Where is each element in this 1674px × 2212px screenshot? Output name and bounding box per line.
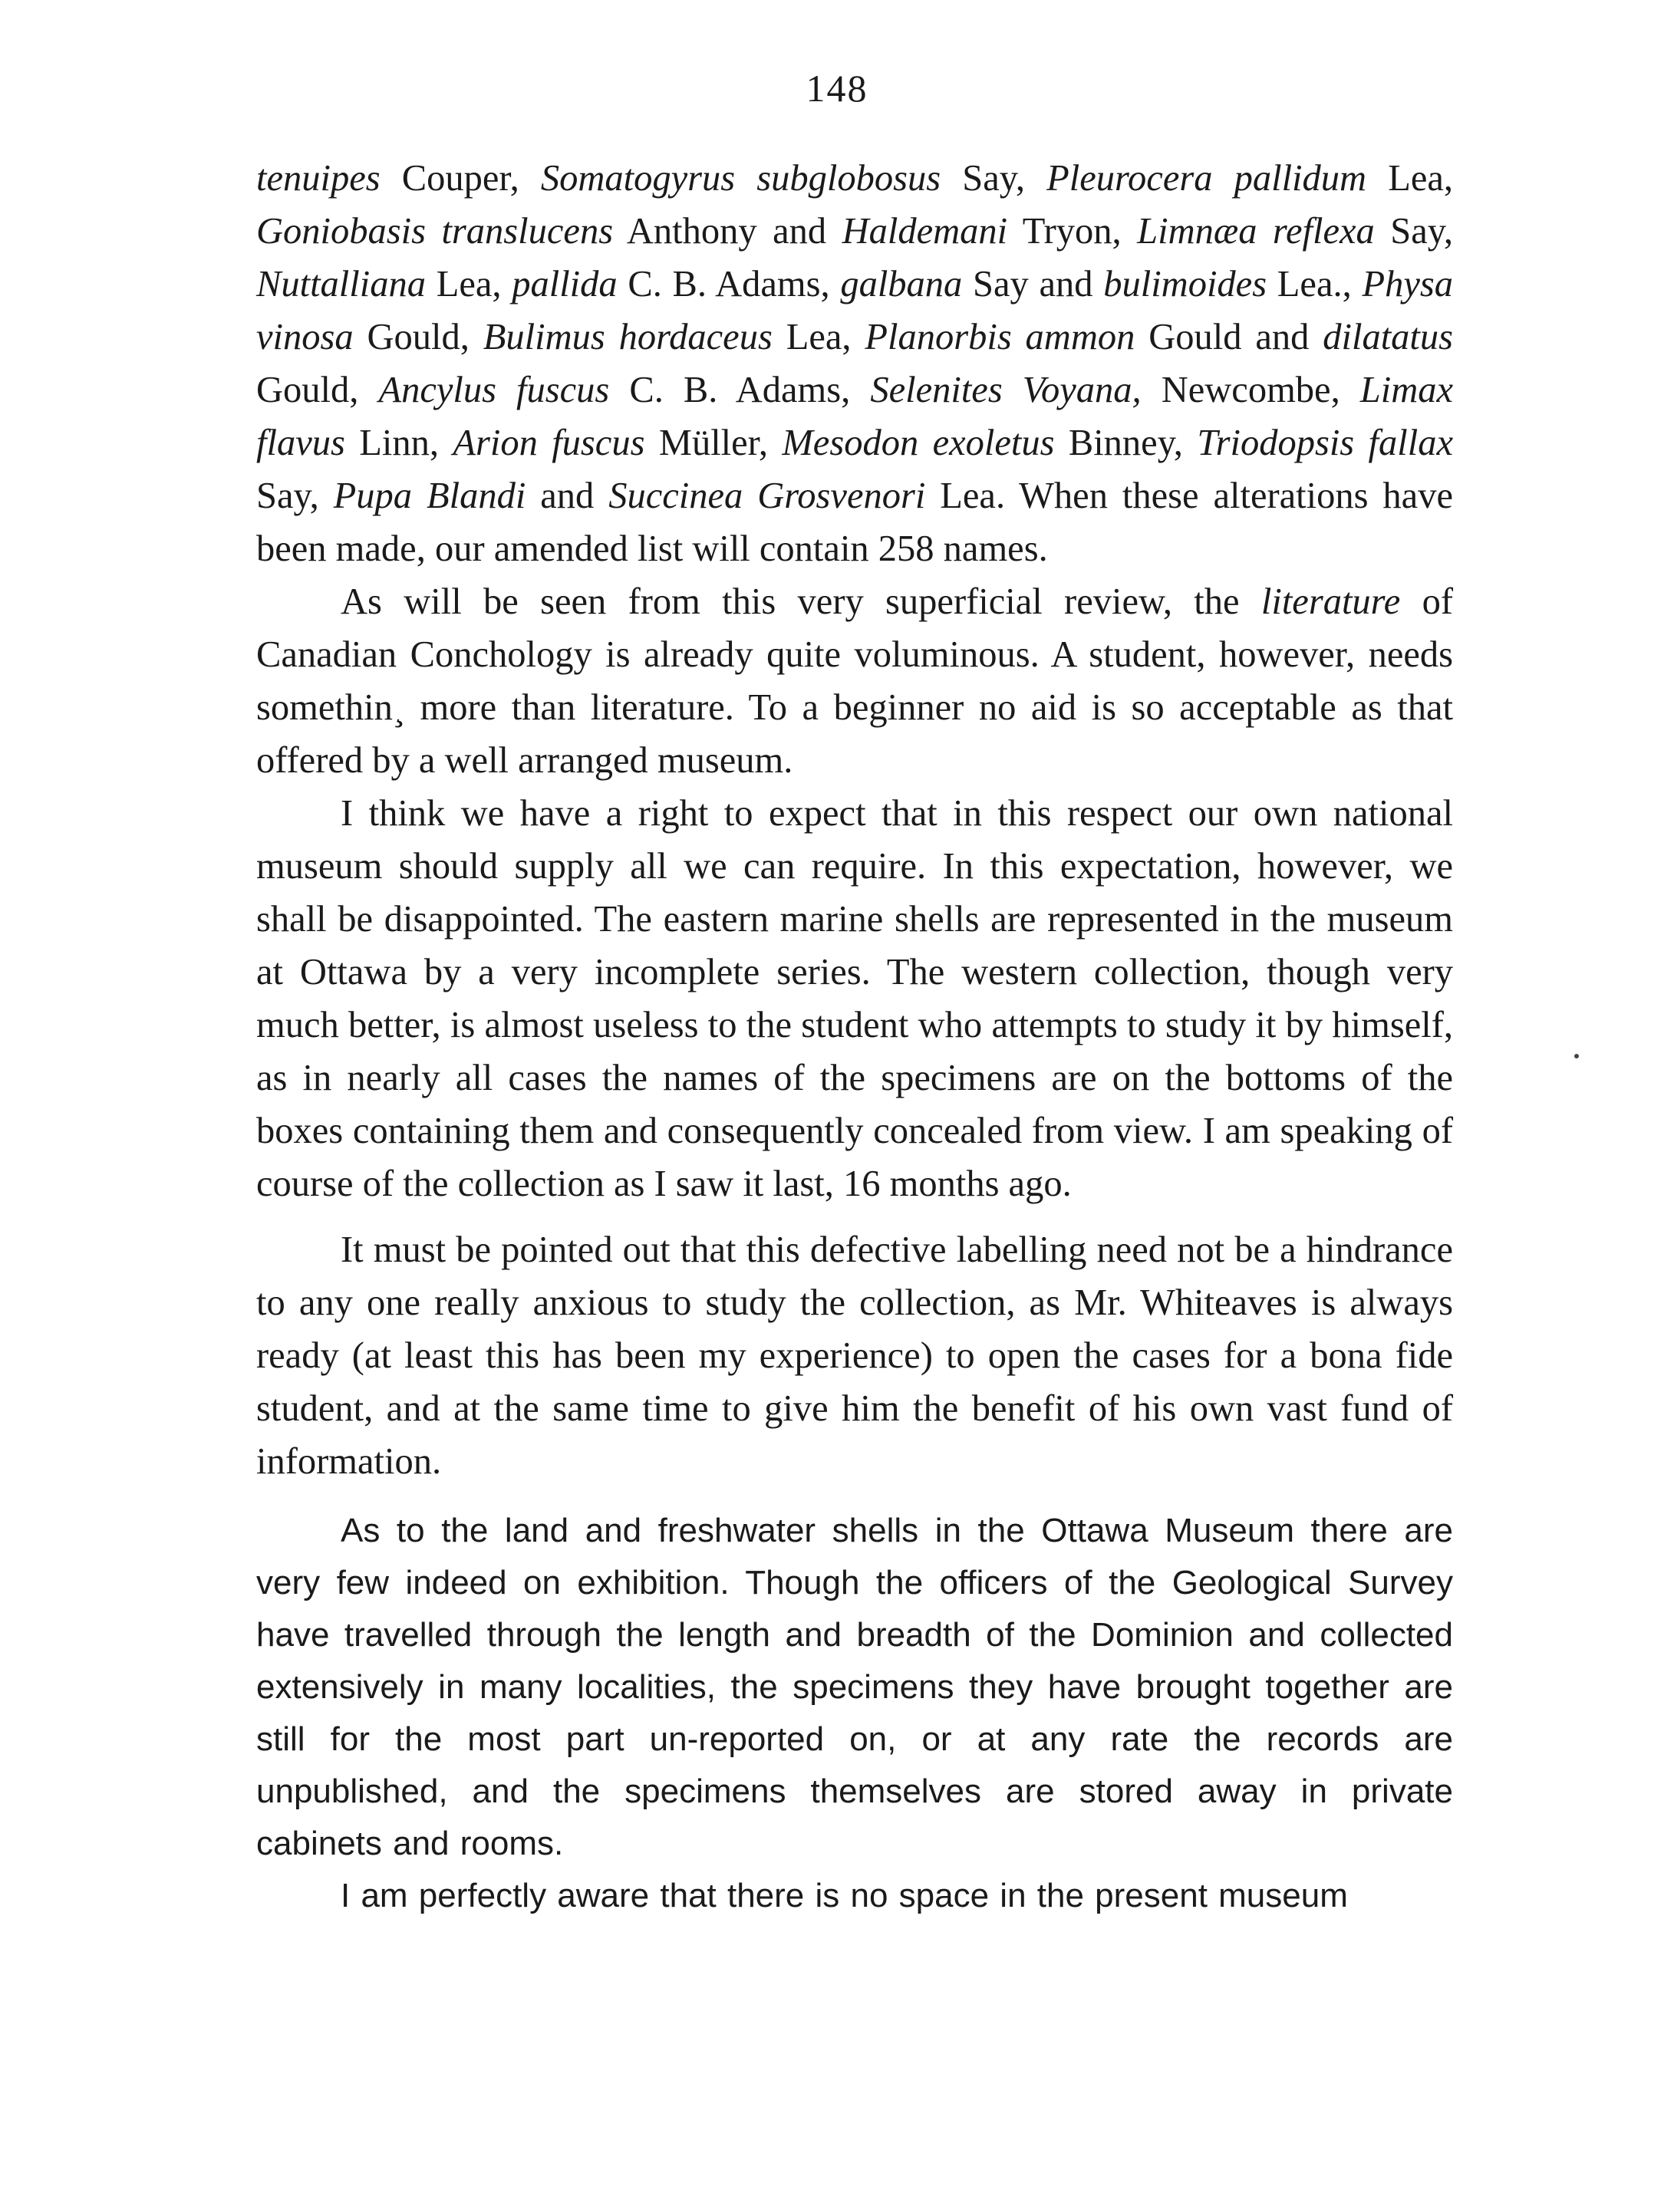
species-name: Succinea Grosvenori	[608, 476, 926, 516]
paragraph-space	[256, 1870, 1453, 1922]
text-run: Say,	[1374, 211, 1453, 252]
species-name: pallida	[512, 264, 618, 304]
species-name: Goniobasis translucens	[256, 211, 614, 252]
text-run: and	[526, 476, 609, 516]
text-run: As will be seen from this very superficial review, the	[341, 581, 1261, 622]
species-name: Somatogyrus subglobosus	[540, 158, 941, 199]
text-run: Say,	[941, 158, 1047, 199]
species-name: Mesodon exoletus	[782, 423, 1055, 463]
text-run: Tryon,	[1007, 211, 1138, 252]
species-name: Limnæa reflexa	[1137, 211, 1375, 252]
text-run: Couper,	[380, 158, 541, 199]
text-run: Binney,	[1054, 423, 1198, 463]
page-number: 148	[806, 67, 868, 110]
species-name: Ancylus fuscus	[378, 370, 610, 410]
text-run: C. B. Adams,	[609, 370, 871, 410]
body-text	[256, 152, 1453, 1922]
text-run: Say,	[256, 476, 334, 516]
paragraph-labelling	[256, 1223, 1453, 1488]
text-run: I am perfectly aware that there is no space in the present museum	[341, 1877, 1348, 1914]
species-name: Arion fuscus	[453, 423, 645, 463]
species-name: galbana	[840, 264, 963, 304]
text-run: Müller,	[644, 423, 783, 463]
text-run: It must be pointed out that this defective labelling need not be a hindrance to any one really anxious to study the collection, as Mr. Whiteaves is always ready (at least this has been my experience) to open the cases for a bona fide student, and at the same time to give him the benefit of his own vast fund of information.	[256, 1229, 1453, 1482]
text-run: of Canadian Conchology is already quite voluminous. A student, however, needs somethin¸ more than literature. To a beginner no aid is so acceptable as that offered by a well arranged museum.	[256, 581, 1453, 781]
paragraph-species-list	[256, 152, 1453, 575]
species-name: Physa vinosa	[256, 264, 1453, 357]
species-name: Planorbis ammon	[865, 317, 1135, 357]
text-run: As to the land and freshwater shells in the Ottawa Museum there are very few indeed on exhibition. Though the officers of the Geological Survey have travelled through the length and breadth of the Dominion and collected extensively in many localities, the specimens they have brought together are still for the most part un-reported on, or at any rate the records are unpublished, and the specimens themselves are stored away in private cabinets and rooms.	[256, 1512, 1453, 1862]
species-name: Limax flavus	[256, 370, 1454, 463]
text-run: Gould and	[1135, 317, 1323, 357]
text-run: Anthony and	[613, 211, 842, 252]
text-run: C. B. Adams,	[617, 264, 841, 304]
paragraph-ottawa-museum	[256, 1505, 1453, 1870]
text-run: Lea,	[772, 317, 865, 357]
text-run: Lea,	[1366, 158, 1453, 199]
species-name: dilatatus	[1323, 317, 1454, 357]
paragraph-literature	[256, 575, 1453, 787]
text-run: Newcombe,	[1141, 370, 1360, 410]
species-name: Pleurocera pallidum	[1046, 158, 1367, 199]
species-name: Pupa Blandi	[333, 476, 526, 516]
scan-speck	[1574, 1054, 1579, 1058]
text-run: Say and	[962, 264, 1104, 304]
species-name: tenuipes	[256, 158, 381, 199]
species-name: bulimoides	[1103, 264, 1267, 304]
text-run: I think we have a right to expect that in this respect our own national museum should supply all we can require. In this expectation, however, we shall be disappointed. The eastern marine shells are represented in the museum at Ottawa by a very incomplete series. The western collection, though very much better, is almost useless to the student who attempts to study it by himself, as in nearly all cases the names of the specimens are on the bottoms of the boxes containing them and consequently concealed from view. I am speaking of course of the collection as I saw it last, 16 months ago.	[256, 793, 1453, 1204]
text-run: Gould,	[353, 317, 483, 357]
text-run: Lea,	[425, 264, 512, 304]
text-run: Lea. When these alterations have been made, our amended list will contain 258 names.	[256, 476, 1453, 569]
species-name: Haldemani	[842, 211, 1008, 252]
species-name: literature	[1260, 581, 1401, 622]
paragraph-national-museum	[256, 787, 1453, 1210]
species-name: Triodopsis fallax	[1197, 423, 1454, 463]
species-name: Selenites Voyana,	[870, 370, 1142, 410]
text-run: Linn,	[344, 423, 453, 463]
species-name: Nuttalliana	[256, 264, 426, 304]
text-run: Gould,	[256, 370, 379, 410]
species-name: Bulimus hordaceus	[483, 317, 773, 357]
text-run: Lea.,	[1267, 264, 1363, 304]
